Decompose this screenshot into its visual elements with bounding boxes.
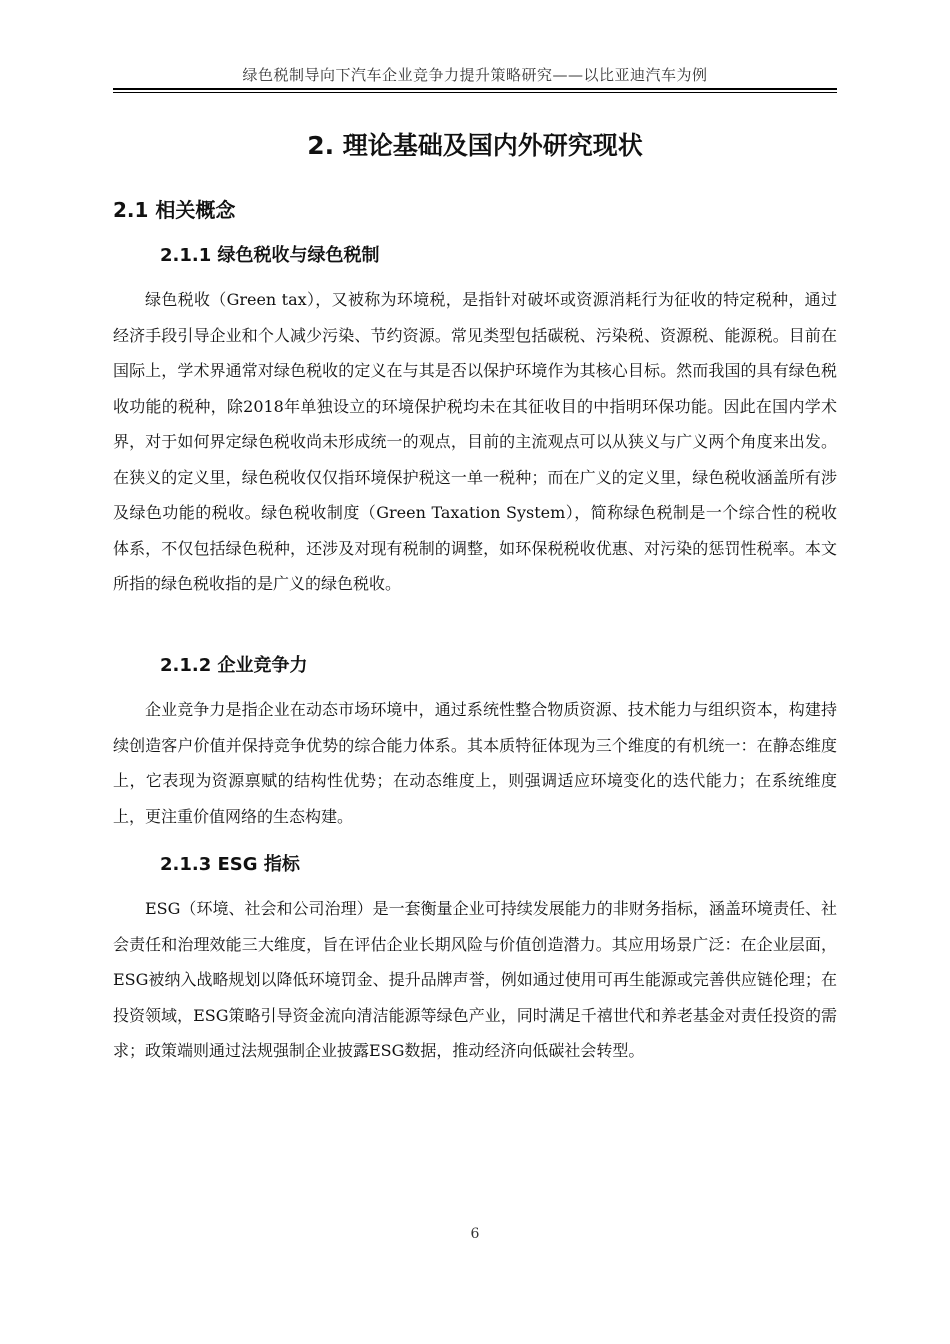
paragraph-green-tax: 绿色税收（Green tax），又被称为环境税，是指针对破坏或资源消耗行为征收的特定税种，通过经济手段引导企业和个人减少污染、节约资源。常见类型包括碳税、污染税、资源税、能源税。目前在国际上，学术界通常对绿色税收的定义在与其是否以保护环境作为其核心目标。然而我国的具有绿色税收功能的税种，除2018年单独设立的环境保护税均未在其征收目的中指明环保功能。因此在国内学术界，对于如何界定绿色税收尚未形成统一的观点，目前的主流观点可以从狭义与广义两个角度来出发。在狭义的定义里，绿色税收仅仅指环境保护税这一单一税种；而在广义的定义里，绿色税收涵盖所有涉及绿色功能的税收。绿色税收制度（Green Taxation System），简称绿色税制是一个综合性的税收体系，不仅包括绿色税种，还涉及对现有税制的调整，如环保税税收优惠、对污染的惩罚性税率。本文所指的绿色税收指的是广义的绿色税收。 bbox=[113, 290, 837, 593]
section-heading-2-1: 2.1 相关概念 bbox=[113, 198, 236, 222]
running-header: 绿色税制导向下汽车企业竞争力提升策略研究——以比亚迪汽车为例 bbox=[242, 66, 708, 84]
paragraph-esg: ESG（环境、社会和公司治理）是一套衡量企业可持续发展能力的非财务指标，涵盖环境责任、社会责任和治理效能三大维度，旨在评估企业长期风险与价值创造潜力。其应用场景广泛：在企业层面，ESG被纳入战略规划以降低环境罚金、提升品牌声誉，例如通过使用可再生能源或完善供应链伦理；在投资领域，ESG策略引导资金流向清洁能源等绿色产业，同时满足千禧世代和养老基金对责任投资的需求；政策端则通过法规强制企业披露ESG数据，推动经济向低碳社会转型。 bbox=[113, 899, 837, 1060]
chapter-title: 2. 理论基础及国内外研究现状 bbox=[307, 131, 643, 160]
header-rule-thin bbox=[113, 92, 837, 93]
page-number: 6 bbox=[470, 1226, 480, 1242]
paragraph-enterprise-competitiveness: 企业竞争力是指企业在动态市场环境中，通过系统性整合物质资源、技术能力与组织资本，构建持续创造客户价值并保持竞争优势的综合能力体系。其本质特征体现为三个维度的有机统一：在静态维度上，它表现为资源禀赋的结构性优势；在动态维度上，则强调适应环境变化的迭代能力；在系统维度上，更注重价值网络的生态构建。 bbox=[113, 700, 837, 826]
header-rule-thick bbox=[113, 88, 837, 90]
subsection-heading-2-1-2: 2.1.2 企业竞争力 bbox=[160, 655, 308, 676]
subsection-heading-2-1-1: 2.1.1 绿色税收与绿色税制 bbox=[160, 245, 380, 266]
subsection-heading-2-1-3: 2.1.3 ESG 指标 bbox=[160, 854, 300, 875]
